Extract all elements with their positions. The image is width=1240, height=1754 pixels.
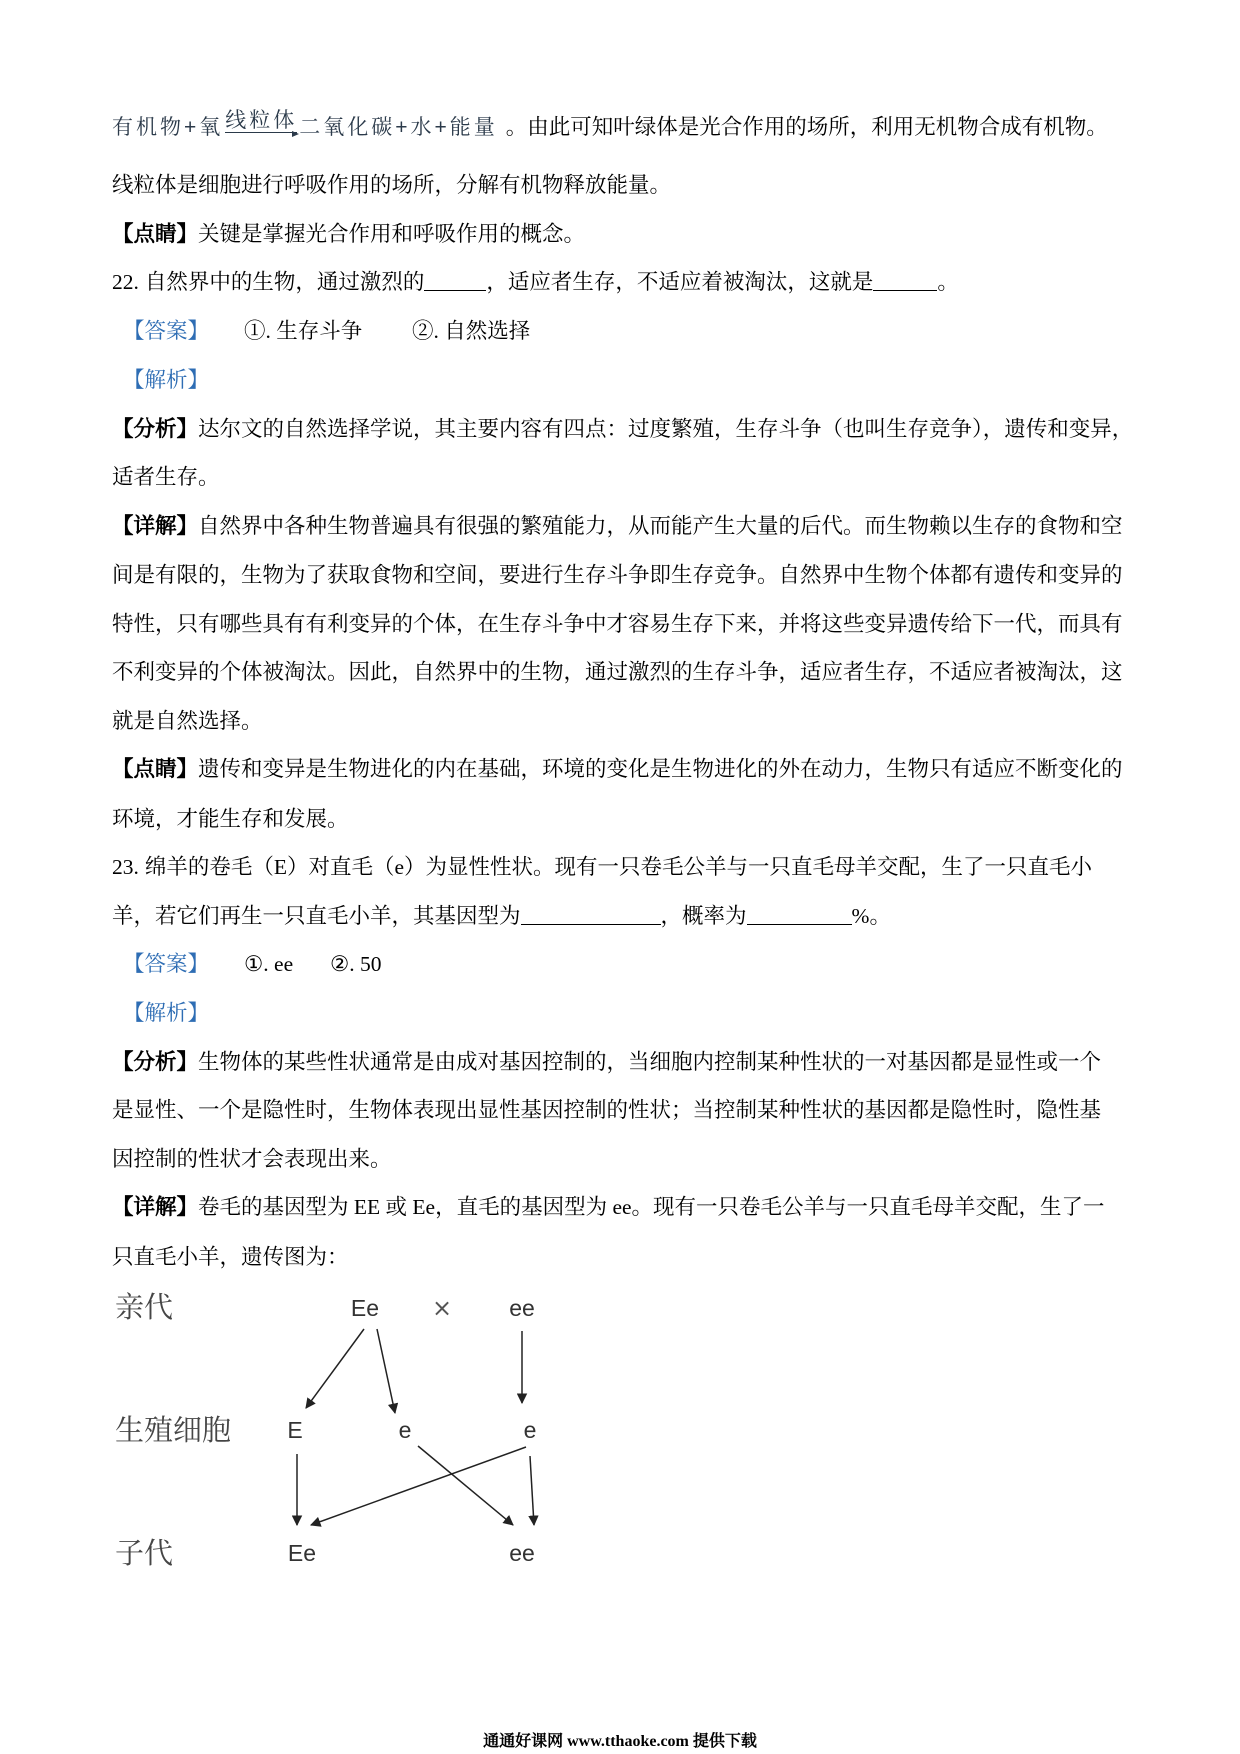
question-text: %。 <box>851 904 891 928</box>
paragraph-text: 环境，才能生存和发展。 <box>112 807 349 831</box>
reaction-arrow <box>225 110 297 133</box>
paragraph-text: 是显性、一个是隐性时，生物体表现出显性基因控制的性状；当控制某种性状的基因都是隐性时，隐性基 <box>112 1098 1102 1122</box>
question-number: 23. <box>112 855 139 879</box>
arrow-male-to-gamete-e <box>377 1329 395 1413</box>
gamete-e-male: e <box>398 1417 412 1443</box>
answer-item: ②. 自然选择 <box>412 319 531 343</box>
parent-male-genotype: Ee <box>350 1295 380 1321</box>
question-text: ，概率为 <box>660 904 747 928</box>
cross-symbol: × <box>431 1294 453 1322</box>
answer-blank <box>747 906 852 925</box>
fenxi-line <box>112 414 1133 444</box>
answer-blank <box>424 272 486 291</box>
offspring-Ee: Ee <box>287 1540 317 1566</box>
arrow-female-e-to-offspring-Ee <box>311 1447 526 1525</box>
answer-blank <box>873 272 937 291</box>
parent-female-genotype: ee <box>509 1295 535 1321</box>
paragraph-text: 自然界中各种生物普遍具有很强的繁殖能力，从而能产生大量的后代。而生物赖以生存的食物和空 <box>198 514 1123 538</box>
fenxi-tag: 【分析】 <box>112 1050 199 1074</box>
row-label-gametes: 生殖细胞 <box>115 1413 232 1447</box>
genetic-cross-diagram <box>0 1270 1240 1590</box>
answer-tag: 【答案】 <box>123 952 210 976</box>
question-text: 。 <box>937 270 959 294</box>
dianjing-text: 关键是掌握光合作用和呼吸作用的概念。 <box>198 222 586 246</box>
answer-line <box>123 316 531 346</box>
dianjing-line <box>112 754 1123 784</box>
answer-tag: 【答案】 <box>123 319 210 343</box>
question-23-continued <box>112 901 891 931</box>
answer-item: ②. 50 <box>330 952 382 976</box>
xiangjie-tag: 【详解】 <box>112 514 199 538</box>
dianjing-tag: 【点睛】 <box>112 222 199 246</box>
paragraph-text: 生物体的某些性状通常是由成对基因控制的，当细胞内控制某种性状的一对基因都是显性或一个 <box>198 1050 1102 1074</box>
answer-item: ①. 生存斗争 <box>244 319 363 343</box>
respiration-equation <box>112 109 498 139</box>
xiangjie-line <box>112 1192 1105 1222</box>
row-label-parents: 亲代 <box>115 1290 174 1324</box>
arrow-male-to-gamete-E <box>306 1329 364 1408</box>
paragraph-text: 特性，只有哪些具有有利变异的个体，在生存斗争中才容易生存下来，并将这些变异遗传给下一代，而具有 <box>112 612 1123 636</box>
gamete-e-female: e <box>523 1417 537 1443</box>
paragraph-text: 间是有限的，生物为了获取食物和空间，要进行生存斗争即生存竞争。自然界中生物个体都有遗传和变异的 <box>112 563 1123 587</box>
offspring-ee: ee <box>509 1540 535 1566</box>
question-text: 自然界中的生物，通过激烈的 <box>144 270 425 294</box>
page-footer: 通通好课网 www.tthaoke.com 提供下载 <box>483 1733 757 1750</box>
xiangjie-line <box>112 511 1123 541</box>
equation-reactants: 有机物+氧 <box>112 116 224 139</box>
question-text: 羊，若它们再生一只直毛小羊，其基因型为 <box>112 904 521 928</box>
row-label-offspring: 子代 <box>115 1536 174 1570</box>
paragraph-text: 只直毛小羊，遗传图为： <box>112 1245 349 1269</box>
question-23 <box>112 852 1092 882</box>
question-22 <box>112 267 959 297</box>
answer-item: ①. ee <box>244 952 294 976</box>
arrow-condition: 线粒体 <box>225 109 298 132</box>
jiexi-line <box>123 365 209 395</box>
dianjing-line <box>112 219 585 249</box>
text-line-equation <box>112 109 1108 142</box>
jiexi-tag: 【解析】 <box>123 1001 210 1025</box>
paragraph-text: 不利变异的个体被淘汰。因此，自然界中的生物，通过激烈的生存斗争，适应者生存，不适应者被淘汰，这 <box>112 660 1123 684</box>
answer-line <box>123 949 382 979</box>
question-text: ，适应者生存，不适应着被淘汰，这就是 <box>486 270 874 294</box>
jiexi-tag: 【解析】 <box>123 368 210 392</box>
arrow-female-e-to-offspring-ee <box>530 1456 534 1525</box>
paragraph-text: 卷毛的基因型为 EE 或 Ee，直毛的基因型为 ee。现有一只卷毛公羊与一只直毛母羊交配，生了一 <box>198 1195 1105 1219</box>
answer-blank <box>521 906 661 925</box>
gamete-E: E <box>287 1417 303 1443</box>
paragraph-text: 。由此可知叶绿体是光合作用的场所，利用无机物合成有机物。 <box>505 115 1108 139</box>
jiexi-line <box>123 998 209 1028</box>
paragraph-text: 达尔文的自然选择学说，其主要内容有四点：过度繁殖，生存斗争（也叫生存竞争），遗传和变异， <box>198 417 1134 441</box>
dianjing-tag: 【点睛】 <box>112 757 199 781</box>
paragraph-text: 适者生存。 <box>112 465 220 489</box>
fenxi-line <box>112 1047 1101 1077</box>
arrow-male-e-to-offspring-ee <box>418 1446 513 1525</box>
paragraph-text: 遗传和变异是生物进化的内在基础，环境的变化是生物进化的外在动力，生物只有适应不断变化的 <box>198 757 1123 781</box>
paragraph-text: 线粒体是细胞进行呼吸作用的场所，分解有机物释放能量。 <box>112 173 672 197</box>
question-number: 22. <box>112 270 139 294</box>
paragraph-text: 就是自然选择。 <box>112 709 263 733</box>
equation-products: 二氧化碳+水+能量 <box>299 116 498 139</box>
question-text: 绵羊的卷毛（E）对直毛（e）为显性性状。现有一只卷毛公羊与一只直毛母羊交配，生了一只直毛小 <box>144 855 1093 879</box>
paragraph-text: 因控制的性状才会表现出来。 <box>112 1147 392 1171</box>
fenxi-tag: 【分析】 <box>112 417 199 441</box>
xiangjie-tag: 【详解】 <box>112 1195 199 1219</box>
